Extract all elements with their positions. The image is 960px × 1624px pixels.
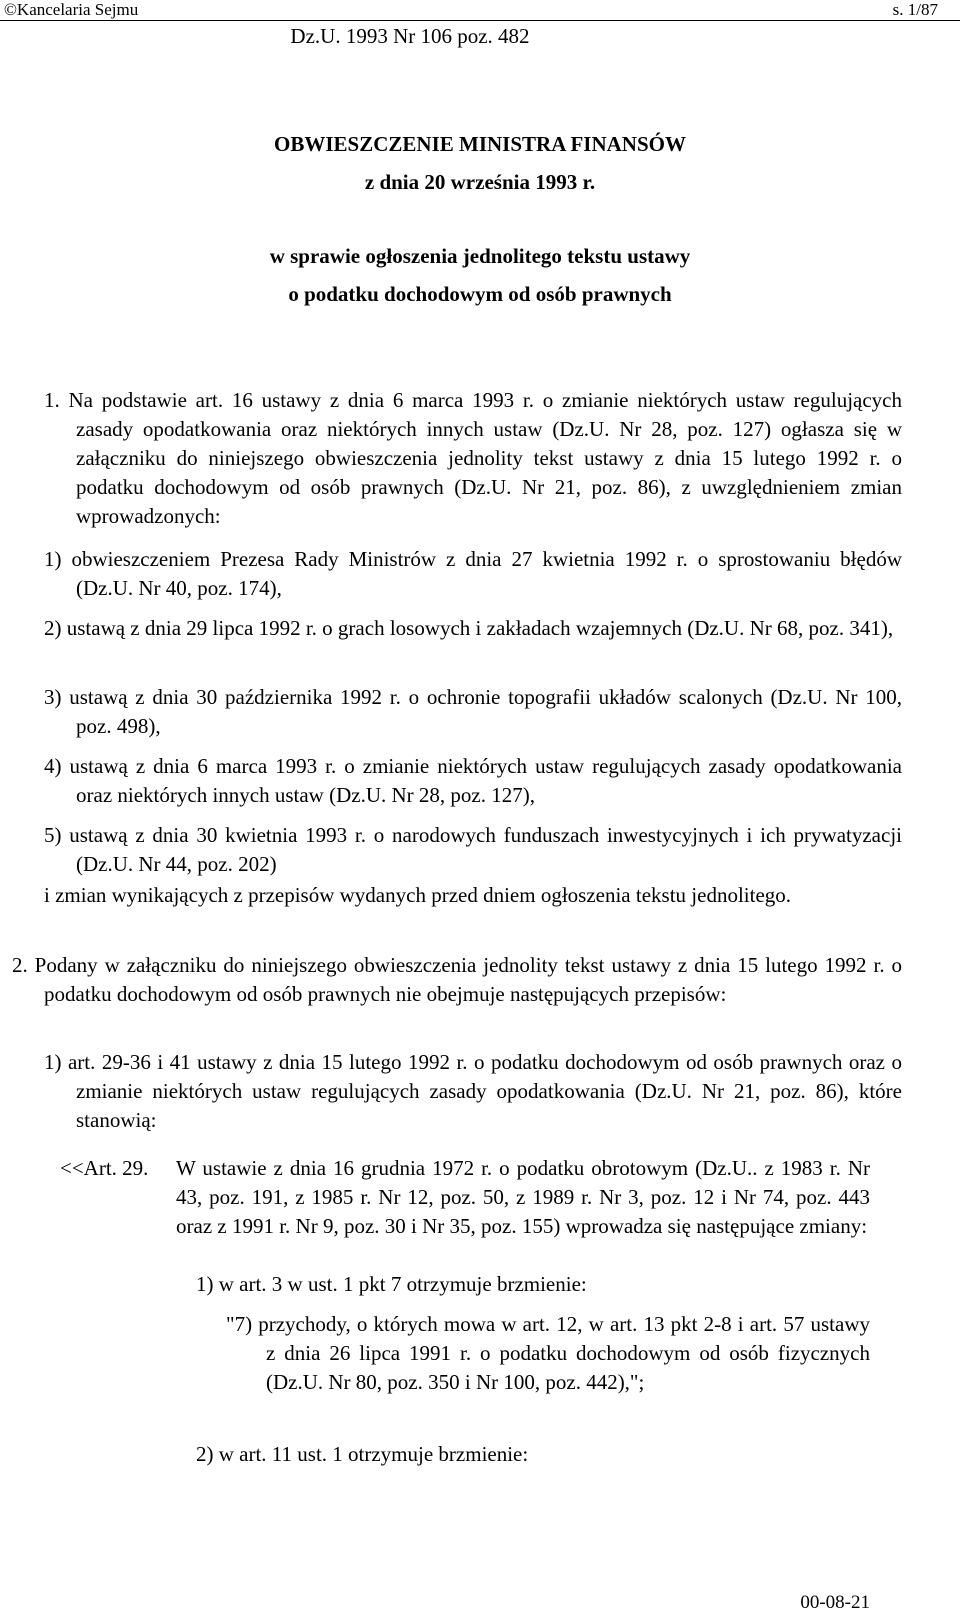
footer-date: 00-08-21 bbox=[800, 1592, 870, 1613]
title-line-2: z dnia 20 września 1993 r. bbox=[364, 170, 596, 194]
page-header bbox=[0, 0, 960, 22]
document-reference: Dz.U. 1993 Nr 106 poz. 482 bbox=[290, 24, 530, 48]
amendment-item-5: 5) ustawą z dnia 30 kwietnia 1993 r. o narodowych funduszach inwestycyjnych i ich prywatyzacji (Dz.U. Nr 44, poz. 202) bbox=[44, 823, 902, 876]
article-29-point-1: 1) w art. 3 w ust. 1 pkt 7 otrzymuje brzmienie: bbox=[196, 1272, 587, 1296]
title-line-3: w sprawie ogłoszenia jednolitego tekstu ustawy bbox=[269, 244, 691, 268]
title-line-1: OBWIESZCZENIE MINISTRA FINANSÓW bbox=[274, 132, 686, 156]
paragraph-1-intro: 1. Na podstawie art. 16 ustawy z dnia 6 marca 1993 r. o zmianie niektórych ustaw regulujących zasady opodatkowania oraz niektórych innych ustaw (Dz.U. Nr 28, poz. 127) ogłasza się w załączniku do niniejszego obwieszczenia jednolity tekst ustawy z dnia 15 lutego 1992 r. o podatku dochodowym od osób prawnych (Dz.U. Nr 21, poz. 86), z uwzględnieniem zmian wprowadzonych: bbox=[44, 388, 902, 528]
paragraph-2-intro: 2. Podany w załączniku do niniejszego obwieszczenia jednolity tekst ustawy z dnia 15 lutego 1992 r. o podatku dochodowym od osób prawnych nie obejmuje następujących przepisów: bbox=[12, 953, 902, 1006]
amendment-item-4: 4) ustawą z dnia 6 marca 1993 r. o zmianie niektórych ustaw regulujących zasady opodatkowania oraz niektórych innych ustaw (Dz.U. Nr 28, poz. 127), bbox=[44, 754, 902, 807]
amendment-item-1: 1) obwieszczeniem Prezesa Rady Ministrów z dnia 27 kwietnia 1992 r. o sprostowaniu błędów (Dz.U. Nr 40, poz. 174), bbox=[44, 547, 902, 600]
page-number: s. 1/87 bbox=[892, 0, 938, 19]
publisher-label: ©Kancelaria Sejmu bbox=[4, 0, 139, 19]
title-line-4: o podatku dochodowym od osób prawnych bbox=[288, 282, 672, 306]
amendment-item-2: 2) ustawą z dnia 29 lipca 1992 r. o grach losowych i zakładach wzajemnych (Dz.U. Nr 68, poz. 341), bbox=[44, 616, 894, 640]
paragraph-2-item-1: 1) art. 29-36 i 41 ustawy z dnia 15 lutego 1992 r. o podatku dochodowym od osób prawnych oraz o zmianie niektórych ustaw regulujących zasady opodatkowania (Dz.U. Nr 21, poz. 86), które stanowią: bbox=[44, 1050, 902, 1132]
header-divider bbox=[0, 20, 960, 21]
article-29-quote: "7) przychody, o których mowa w art. 12, w art. 13 pkt 2-8 i art. 57 ustawy z dnia 26 lipca 1991 r. o podatku dochodowym od osób fizycznych (Dz.U. Nr 80, poz. 350 i Nr 100, poz. 442),"; bbox=[226, 1312, 870, 1394]
article-29-label: <<Art. 29. bbox=[60, 1156, 149, 1180]
paragraph-1-outro: i zmian wynikających z przepisów wydanych przed dniem ogłoszenia tekstu jednolitego. bbox=[44, 883, 792, 907]
amendment-item-3: 3) ustawą z dnia 30 października 1992 r. o ochronie topografii układów scalonych (Dz.U. Nr 100, poz. 498), bbox=[44, 685, 902, 738]
article-29-text: W ustawie z dnia 16 grudnia 1972 r. o podatku obrotowym (Dz.U.. z 1983 r. Nr 43, poz. 191, z 1985 r. Nr 12, poz. 50, z 1989 r. Nr 3, poz. 12 i Nr 74, poz. 443 oraz z 1991 r. Nr 9, poz. 30 i Nr 35, poz. 155) wprowadza się następujące zmiany: bbox=[176, 1156, 870, 1238]
article-29-point-2: 2) w art. 11 ust. 1 otrzymuje brzmienie: bbox=[196, 1442, 529, 1466]
